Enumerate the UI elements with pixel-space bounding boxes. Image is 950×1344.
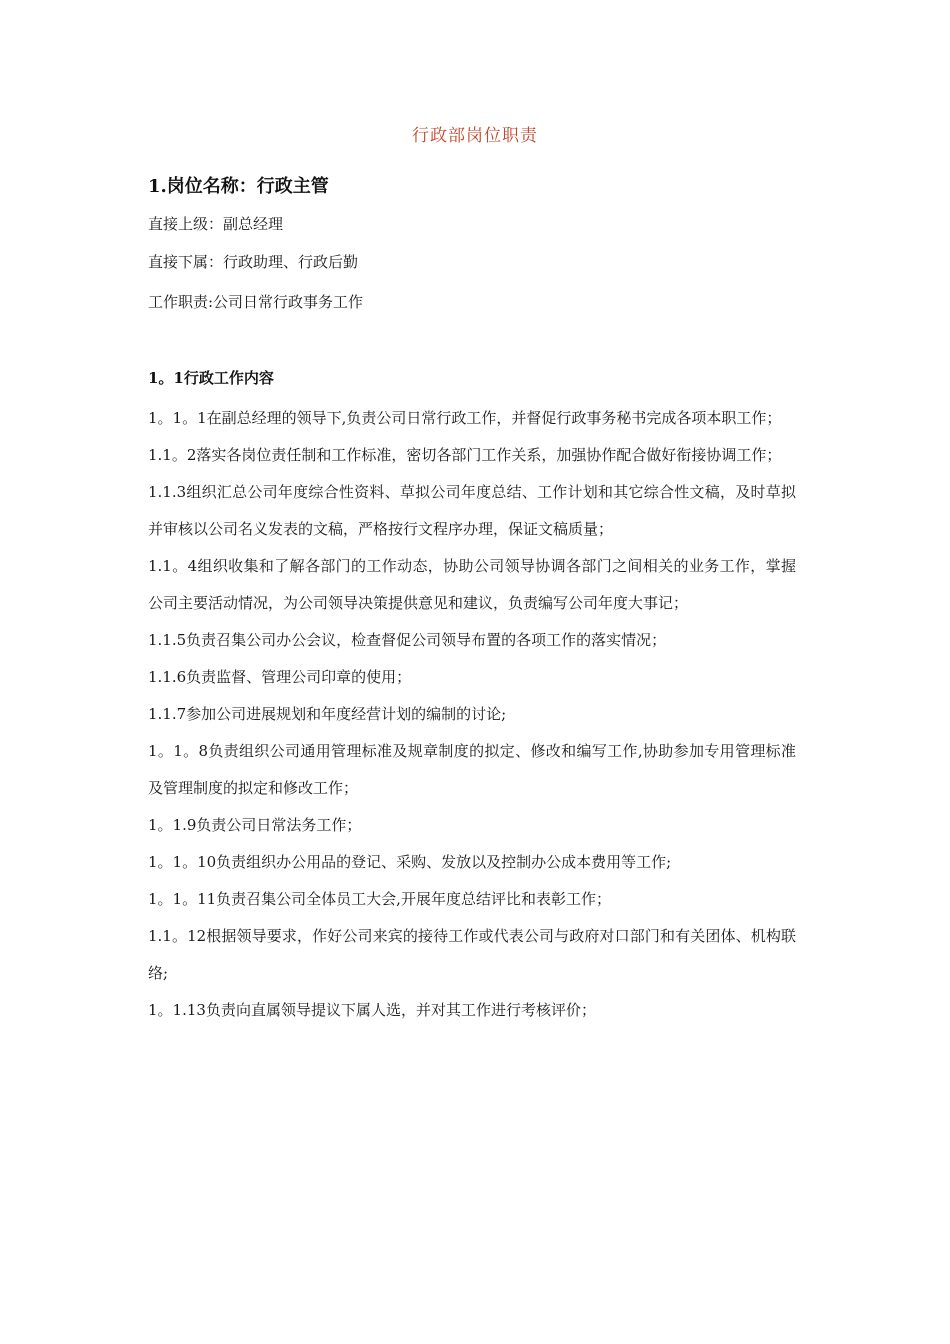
duty-item-list (148, 400, 796, 1029)
list-item: 1.1。2落实各岗位责任制和工作标准，密切各部门工作关系，加强协作配合做好衔接协调工作； (148, 446, 782, 464)
list-item: 1.1.6负责监督、管理公司印章的使用； (148, 668, 412, 686)
list-item: 1.1.5负责召集公司办公会议，检查督促公司领导布置的各项工作的落实情况； (148, 631, 667, 649)
list-item: 1。1。11负责召集公司全体员工大会,开展年度总结评比和表彰工作； (148, 890, 611, 908)
list-item: 1.1.3组织汇总公司年度综合性资料、草拟公司年度总结、工作计划和其它综合性文稿，及时草拟并审核以公司名义发表的文稿，严格按行文程序办理，保证文稿质量； (148, 483, 796, 538)
list-item: 1。1。1在副总经理的领导下,负责公司日常行政工作，并督促行政事务秘书完成各项本职工作； (148, 409, 782, 427)
list-item: 1。1.9负责公司日常法务工作； (148, 816, 362, 834)
list-item: 1。1。8负责组织公司通用管理标准及规章制度的拟定、修改和编写工作,协助参加专用管理标准及管理制度的拟定和修改工作； (148, 742, 796, 797)
document-title: 行政部岗位职责 (412, 126, 538, 146)
list-item: 1.1。12根据领导要求，作好公司来宾的接待工作或代表公司与政府对口部门和有关团体、机构联络; (148, 927, 796, 982)
direct-supervisor: 直接上级：副总经理 (148, 215, 284, 233)
list-item: 1.1.7参加公司进展规划和年度经营计划的编制的讨论; (148, 705, 507, 723)
job-duty: 工作职责:公司日常行政事务工作 (148, 293, 364, 311)
direct-subordinates: 直接下属：行政助理、行政后勤 (148, 253, 359, 271)
subsection-heading: 1。1行政工作内容 (148, 369, 274, 387)
list-item: 1。1.13负责向直属领导提议下属人选，并对其工作进行考核评价； (148, 1001, 596, 1019)
position-heading: 1.岗位名称：行政主管 (148, 176, 329, 197)
list-item: 1.1。4组织收集和了解各部门的工作动态，协助公司领导协调各部门之间相关的业务工作，掌握公司主要活动情况，为公司领导决策提供意见和建议，负责编写公司年度大事记； (148, 557, 796, 612)
list-item: 1。1。10负责组织办公用品的登记、采购、发放以及控制办公成本费用等工作; (148, 853, 672, 871)
